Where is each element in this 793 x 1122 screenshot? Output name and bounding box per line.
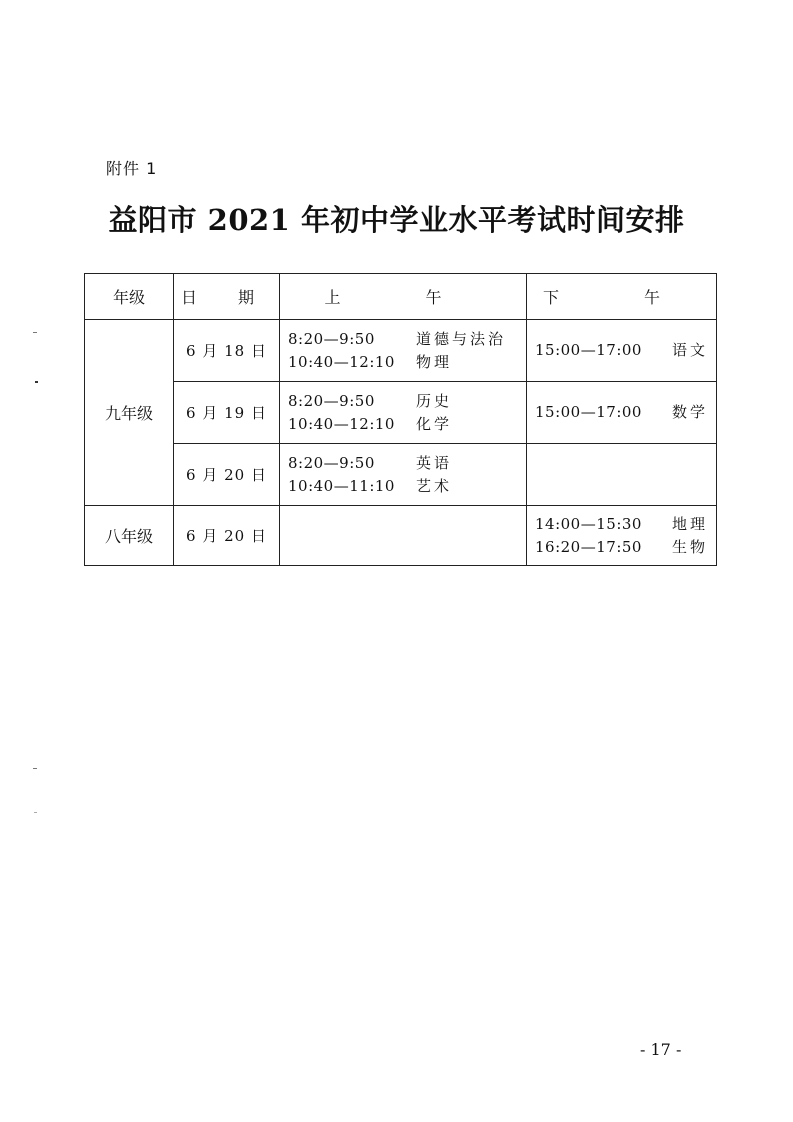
table-row	[85, 506, 717, 566]
morning-cell	[280, 382, 527, 444]
exam-time: 16:20—17:50	[535, 537, 642, 556]
afternoon-cell	[527, 382, 717, 444]
table-row	[85, 382, 717, 444]
document-title: 益阳市 2021 年初中学业水平考试时间安排	[108, 203, 685, 237]
exam-time: 10:40—11:10	[288, 476, 395, 495]
exam-subject: 语文	[671, 341, 708, 359]
exam-subject: 艺术	[416, 476, 453, 495]
exam-slot	[288, 452, 518, 475]
afternoon-cell	[527, 320, 717, 382]
grade-cell: 九年级	[85, 320, 174, 506]
scan-speck	[35, 381, 38, 383]
exam-slot	[288, 413, 518, 436]
scan-speck	[33, 332, 37, 333]
exam-slot	[535, 339, 708, 362]
header-afternoon: 下 午	[527, 274, 717, 320]
exam-subject: 化学	[416, 414, 453, 433]
exam-slot	[288, 328, 518, 351]
table-row	[85, 320, 717, 382]
scan-speck	[33, 768, 37, 769]
exam-time: 14:00—15:30	[535, 514, 642, 533]
exam-slot	[288, 390, 518, 413]
exam-time: 8:20—9:50	[288, 453, 375, 472]
header-date: 日 期	[174, 274, 280, 320]
morning-cell	[280, 320, 527, 382]
page-number: - 17 -	[640, 1040, 682, 1059]
morning-cell	[280, 444, 527, 506]
morning-cell-empty	[280, 506, 527, 566]
exam-time: 10:40—12:10	[288, 414, 395, 433]
afternoon-cell	[527, 506, 717, 566]
date-cell: 6 月 20 日	[174, 506, 280, 566]
exam-subject: 英语	[416, 453, 453, 472]
table-header-row	[85, 274, 717, 320]
date-cell: 6 月 18 日	[174, 320, 280, 382]
date-cell: 6 月 20 日	[174, 444, 280, 506]
exam-subject: 数学	[671, 403, 708, 421]
afternoon-cell-empty	[527, 444, 717, 506]
grade-cell: 八年级	[85, 506, 174, 566]
exam-time: 15:00—17:00	[535, 341, 642, 359]
exam-time: 8:20—9:50	[288, 329, 375, 348]
exam-subject: 生物	[671, 537, 708, 556]
exam-subject: 历史	[416, 391, 453, 410]
exam-subject: 地理	[671, 514, 708, 533]
exam-time: 15:00—17:00	[535, 403, 642, 421]
exam-slot	[288, 475, 518, 498]
header-grade: 年级	[85, 274, 174, 320]
scan-speck	[34, 812, 37, 813]
exam-time: 10:40—12:10	[288, 352, 395, 371]
exam-time: 8:20—9:50	[288, 391, 375, 410]
exam-slot	[535, 401, 708, 424]
header-morning: 上 午	[280, 274, 527, 320]
table-row	[85, 444, 717, 506]
date-cell: 6 月 19 日	[174, 382, 280, 444]
exam-subject: 道德与法治	[416, 329, 507, 348]
exam-slot	[535, 536, 708, 559]
exam-subject: 物理	[416, 352, 453, 371]
attachment-label: 附件 1	[106, 159, 158, 178]
exam-schedule-table	[84, 273, 717, 566]
exam-slot	[535, 513, 708, 536]
exam-slot	[288, 351, 518, 374]
